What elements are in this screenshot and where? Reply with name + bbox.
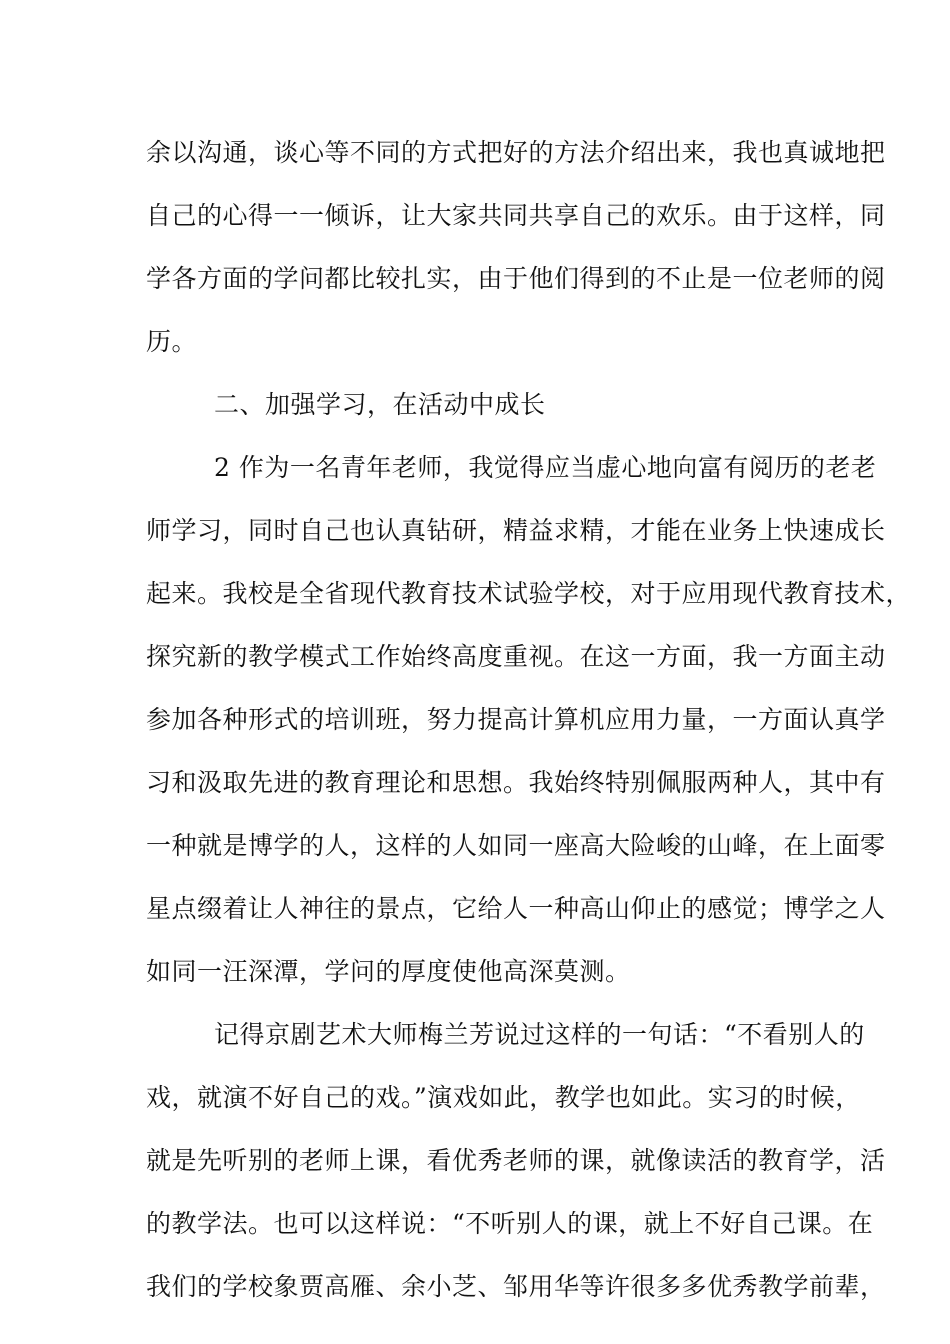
text-line: 戏，就演不好自己的戏。”演戏如此，教学也如此。实习的时候， xyxy=(146,1083,861,1112)
section-heading: 二、加强学习，在活动中成长 xyxy=(214,390,546,419)
text-line: 星点缀着让人神往的景点，它给人一种高山仰止的感觉；博学之人 xyxy=(146,894,886,923)
text-line: 学各方面的学问都比较扎实，由于他们得到的不止是一位老师的阅 xyxy=(146,264,886,293)
text-line: 的教学法。也可以这样说：“不听别人的课，就上不好自己课。在 xyxy=(146,1209,874,1238)
text-line: 余以沟通，谈心等不同的方式把好的方法介绍出来，我也真诚地把 xyxy=(146,138,886,167)
text-line: 2 作为一名青年老师，我觉得应当虚心地向富有阅历的老老 xyxy=(214,453,877,482)
text-line: 我们的学校象贾高雁、余小芝、邹用华等许很多多优秀教学前辈， xyxy=(146,1272,886,1301)
text-line: 就是先听别的老师上课，看优秀老师的课，就像读活的教育学，活 xyxy=(146,1146,886,1175)
text-line: 参加各种形式的培训班，努力提高计算机应用力量，一方面认真学 xyxy=(146,705,886,734)
text-line: 自己的心得一一倾诉，让大家共同共享自己的欢乐。由于这样，同 xyxy=(146,201,886,230)
text-line: 如同一汪深潭，学问的厚度使他高深莫测。 xyxy=(146,957,631,986)
text-line: 习和汲取先进的教育理论和思想。我始终特别佩服两种人，其中有 xyxy=(146,768,886,797)
text-line: 记得京剧艺术大师梅兰芳说过这样的一句话：“不看别人的 xyxy=(214,1020,865,1049)
text-line: 探究新的教学模式工作始终高度重视。在这一方面，我一方面主动 xyxy=(146,642,886,671)
text-line: 历。 xyxy=(146,327,198,356)
text-line: 起来。我校是全省现代教育技术试验学校，对于应用现代教育技术， xyxy=(146,579,912,608)
text-line: 师学习，同时自己也认真钻研，精益求精，才能在业务上快速成长 xyxy=(146,516,886,545)
text-line: 一种就是博学的人，这样的人如同一座高大险峻的山峰，在上面零 xyxy=(146,831,886,860)
